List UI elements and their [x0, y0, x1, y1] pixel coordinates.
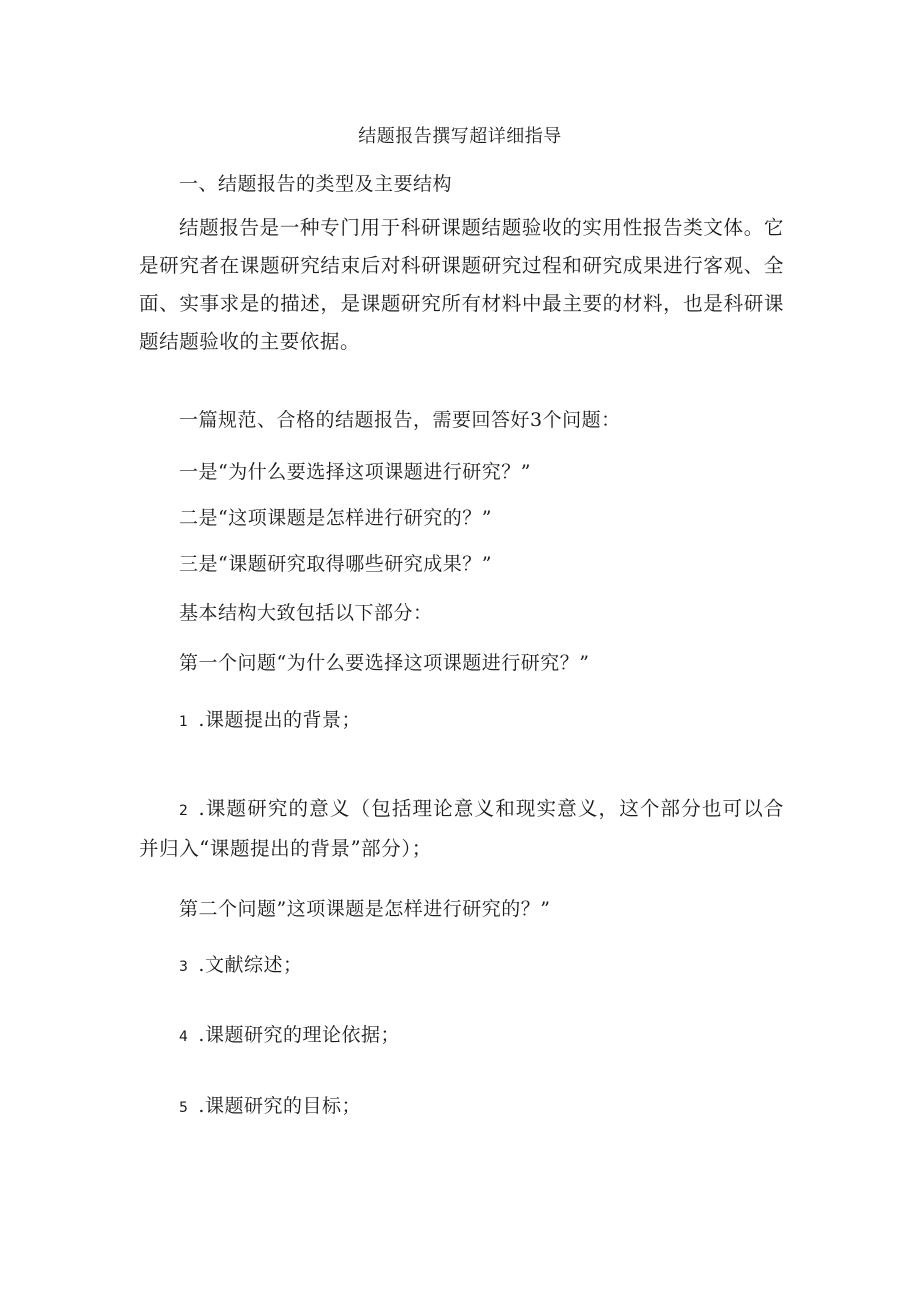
section-heading: 一、结题报告的类型及主要结构 [179, 173, 453, 195]
intro-paragraph: 结题报告是一种专门用于科研课题结题验收的实用性报告类文体。它是研究者在课题研究结束后对科研课题研究过程和研究成果进行客观、全面、实事求是的描述，是课题研究所有材料中最主要的材料，也是科研课题结题验收的主要依据。 [139, 216, 784, 353]
list-item-text: .文献综述； [198, 954, 303, 976]
list-item-number: 3 [179, 959, 189, 975]
question-one: 一是“为什么要选择这项课题进行研究？” [179, 461, 531, 483]
list-item-text: .课题研究的意义（包括理论意义和现实意义，这个部分也可以合并归入“课题提出的背景”部分）； [139, 797, 784, 860]
part-one-heading: 第一个问题“为什么要选择这项课题进行研究？” [179, 652, 590, 674]
three-questions-intro: 一篇规范、合格的结题报告，需要回答好3个问题： [179, 409, 621, 431]
part-two-heading: 第二个问题”这项课题是怎样进行研究的？” [179, 898, 551, 920]
list-item-text: .课题提出的背景； [198, 709, 361, 731]
list-item-5 [179, 1093, 361, 1121]
question-two: 二是“这项课题是怎样进行研究的？” [179, 507, 492, 529]
list-item-number: 1 [179, 714, 189, 730]
list-item-2 [139, 790, 784, 868]
list-item-number: 2 [179, 803, 189, 819]
list-item-number: 5 [179, 1100, 189, 1116]
list-item-4 [179, 1022, 400, 1050]
list-item-number: 4 [179, 1029, 189, 1045]
list-item-text: .课题研究的目标； [198, 1095, 361, 1117]
list-item-text: .课题研究的理论依据； [198, 1024, 400, 1046]
document-title: 结题报告撰写超详细指导 [358, 126, 562, 147]
list-item-3 [179, 952, 302, 980]
list-item-1 [179, 707, 361, 735]
structure-intro: 基本结构大致包括以下部分： [179, 602, 433, 624]
question-three: 三是“课题研究取得哪些研究成果？” [179, 553, 492, 575]
